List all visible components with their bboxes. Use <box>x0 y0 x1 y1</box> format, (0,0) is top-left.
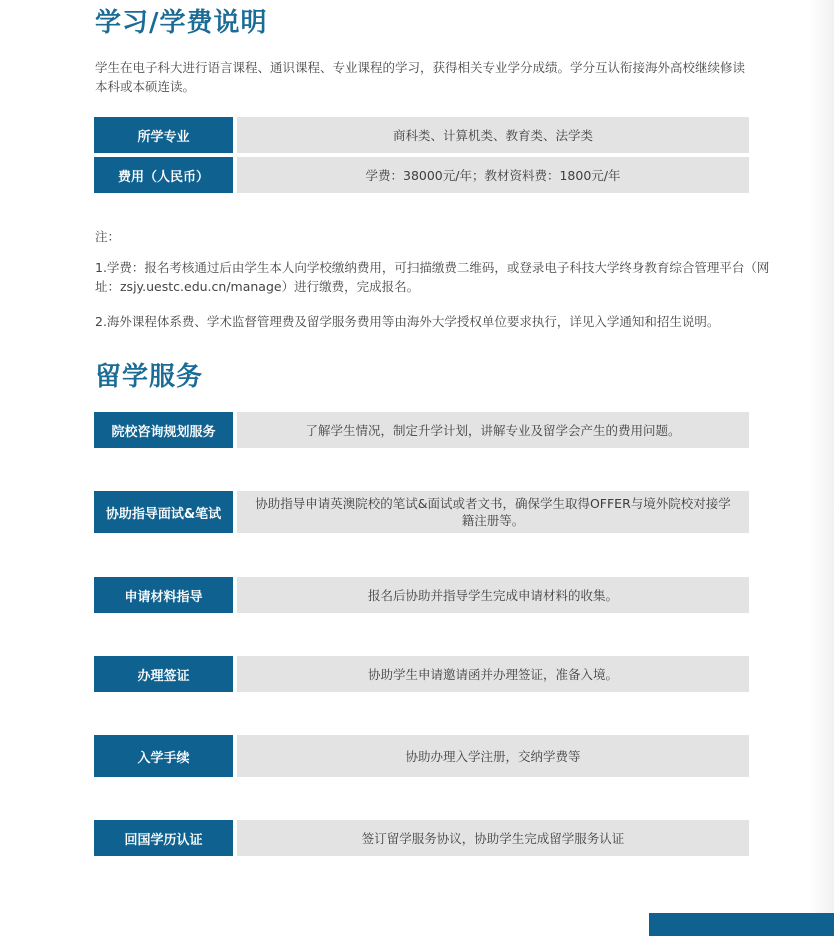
services-section-title: 留学服务 <box>95 362 204 392</box>
service-row-value: 了解学生情况，制定升学计划，讲解专业及留学会产生的费用问题。 <box>237 412 749 448</box>
service-row-label: 协助指导面试&笔试 <box>94 491 233 533</box>
page-edge-shade <box>808 0 834 936</box>
tuition-section-title: 学习/学费说明 <box>95 8 268 38</box>
info-row-label: 所学专业 <box>94 117 233 153</box>
service-row-visa <box>94 656 749 692</box>
service-row-label: 申请材料指导 <box>94 577 233 613</box>
info-row-fee <box>94 157 749 193</box>
service-row-interview <box>94 491 749 533</box>
tuition-intro: 学生在电子科大进行语言课程、通识课程、专业课程的学习，获得相关专业学分成绩。学分互认衔接海外高校继续修读本科或本硕连读。 <box>95 60 746 94</box>
service-row-value: 协助指导申请英澳院校的笔试&面试或者文书，确保学生取得OFFER与境外院校对接学籍注册等。 <box>237 491 749 533</box>
service-row-consulting <box>94 412 749 448</box>
service-row-value: 报名后协助并指导学生完成申请材料的收集。 <box>237 577 749 613</box>
footer-accent-bar <box>649 913 834 936</box>
service-row-certification <box>94 820 749 856</box>
service-row-label: 院校咨询规划服务 <box>94 412 233 448</box>
note-item: 2.海外课程体系费、学术监督管理费及留学服务费用等由海外大学授权单位要求执行，详见入学通知和招生说明。 <box>95 314 720 329</box>
service-row-enrollment <box>94 735 749 777</box>
service-row-label: 办理签证 <box>94 656 233 692</box>
note-label: 注： <box>95 229 121 244</box>
info-row-major <box>94 117 749 153</box>
note-item: 1.学费：报名考核通过后由学生本人向学校缴纳费用，可扫描缴费二维码，或登录电子科技大学终身教育综合管理平台（网址：zsjy.uestc.edu.cn/manage）进行缴费，完成报名。 <box>95 260 770 294</box>
info-row-value: 学费：38000元/年；教材资料费：1800元/年 <box>237 157 749 193</box>
service-row-label: 回国学历认证 <box>94 820 233 856</box>
service-row-value: 协助办理入学注册，交纳学费等 <box>237 735 749 777</box>
service-row-value: 签订留学服务协议，协助学生完成留学服务认证 <box>237 820 749 856</box>
info-row-value: 商科类、计算机类、教育类、法学类 <box>237 117 749 153</box>
service-row-value: 协助学生申请邀请函并办理签证，准备入境。 <box>237 656 749 692</box>
info-row-label: 费用（人民币） <box>94 157 233 193</box>
service-row-materials <box>94 577 749 613</box>
service-row-label: 入学手续 <box>94 735 233 777</box>
